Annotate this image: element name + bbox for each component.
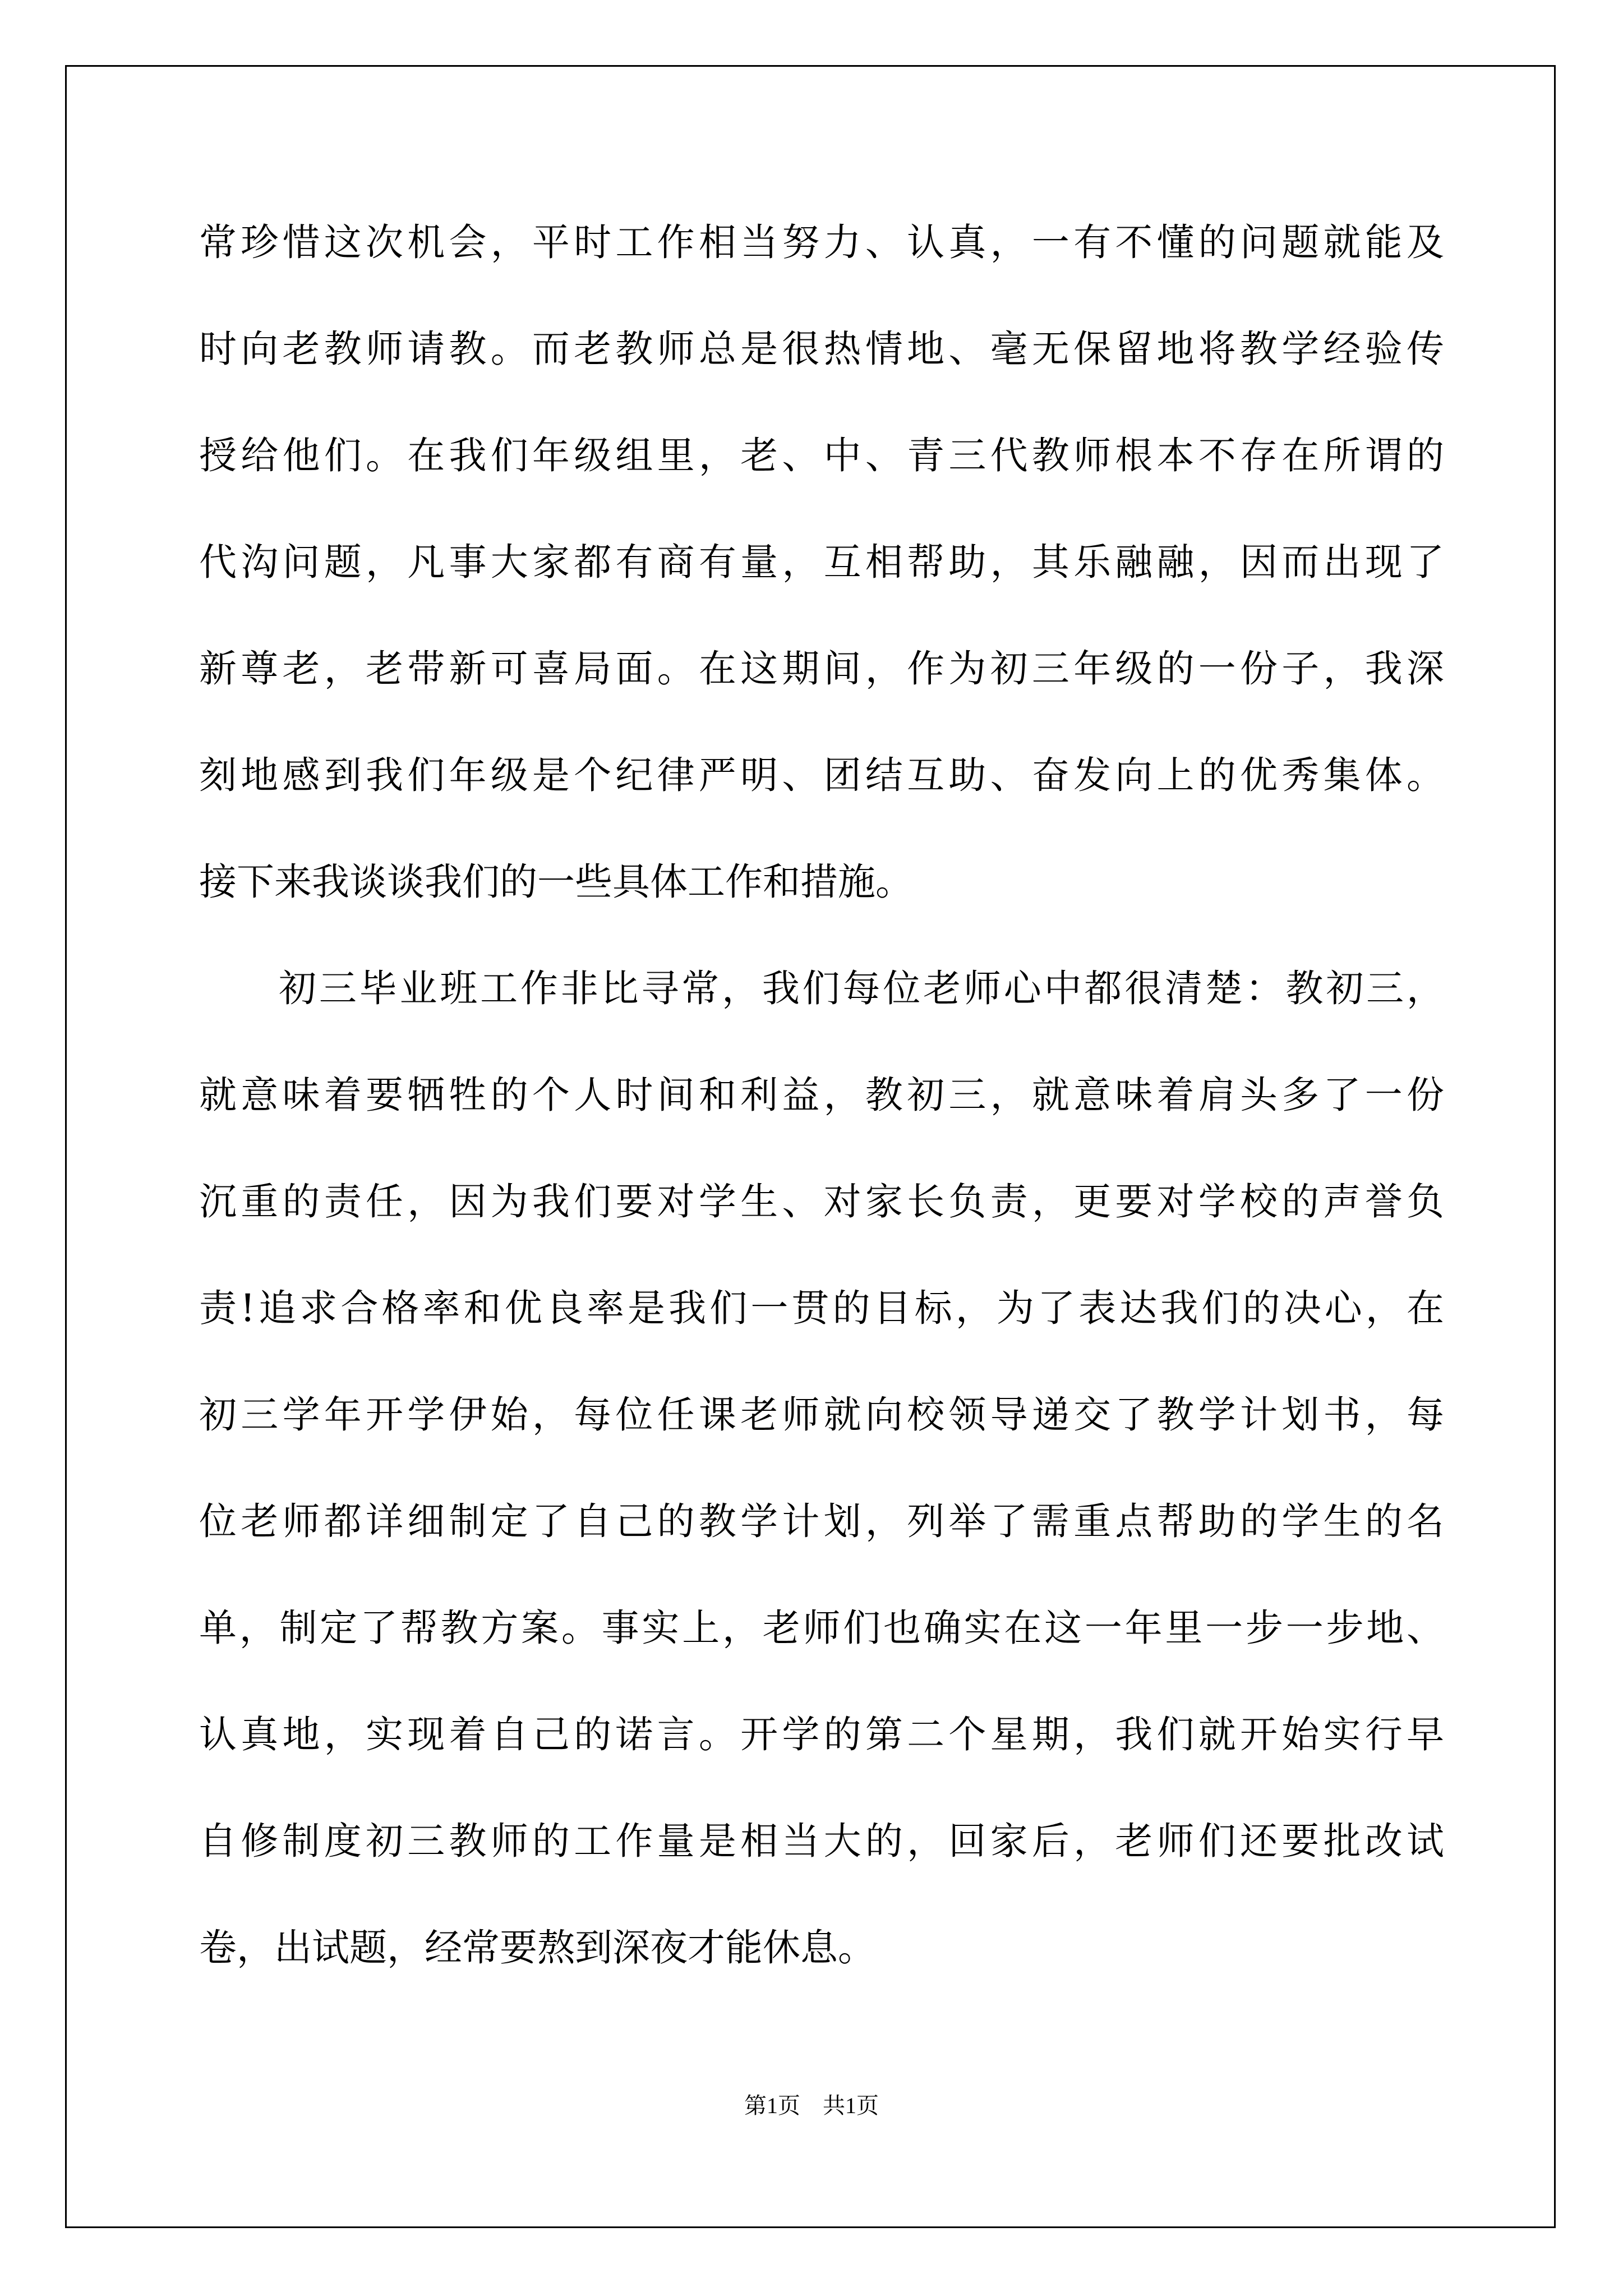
text-line: 刻地感到我们年级是个纪律严明、团结互助、奋发向上的优秀集体。 — [199, 753, 1444, 797]
text-line: 位老师都详细制定了自己的教学计划，列举了需重点帮助的学生的名 — [199, 1499, 1444, 1543]
text-line: 责!追求合格率和优良率是我们一贯的目标，为了表达我们的决心，在 — [199, 1286, 1444, 1330]
text-line: 沉重的责任，因为我们要对学生、对家长负责，更要对学校的声誉负 — [199, 1180, 1444, 1223]
text-line: 常珍惜这次机会，平时工作相当努力、认真，一有不懂的问题就能及 — [199, 220, 1444, 264]
text-line: 接下来我谈谈我们的一些具体工作和措施。 — [199, 860, 913, 904]
text-line: 卷，出试题，经常要熬到深夜才能休息。 — [199, 1926, 875, 1970]
text-line: 初三毕业班工作非比寻常，我们每位老师心中都很清楚：教初三， — [279, 967, 1444, 1010]
paragraph — [199, 955, 1444, 2021]
paragraph — [199, 209, 1444, 955]
text-line: 单，制定了帮教方案。事实上，老师们也确实在这一年里一步一步地、 — [199, 1606, 1444, 1650]
page-number-footer: 第1页 共1页 — [744, 2093, 879, 2118]
text-line: 初三学年开学伊始，每位任课老师就向校领导递交了教学计划书，每 — [199, 1393, 1444, 1437]
document-body — [199, 209, 1444, 2021]
text-line: 代沟问题，凡事大家都有商有量，互相帮助，其乐融融，因而出现了 — [199, 540, 1444, 584]
text-line: 认真地，实现着自己的诺言。开学的第二个星期，我们就开始实行早 — [199, 1713, 1444, 1756]
text-line: 自修制度初三教师的工作量是相当大的，回家后，老师们还要批改试 — [199, 1819, 1444, 1863]
text-line: 新尊老，老带新可喜局面。在这期间，作为初三年级的一份子，我深 — [199, 647, 1444, 691]
text-line: 授给他们。在我们年级组里，老、中、青三代教师根本不存在所谓的 — [199, 434, 1444, 477]
text-line: 就意味着要牺牲的个人时间和利益，教初三，就意味着肩头多了一份 — [199, 1073, 1444, 1117]
text-line: 时向老教师请教。而老教师总是很热情地、毫无保留地将教学经验传 — [199, 327, 1444, 371]
